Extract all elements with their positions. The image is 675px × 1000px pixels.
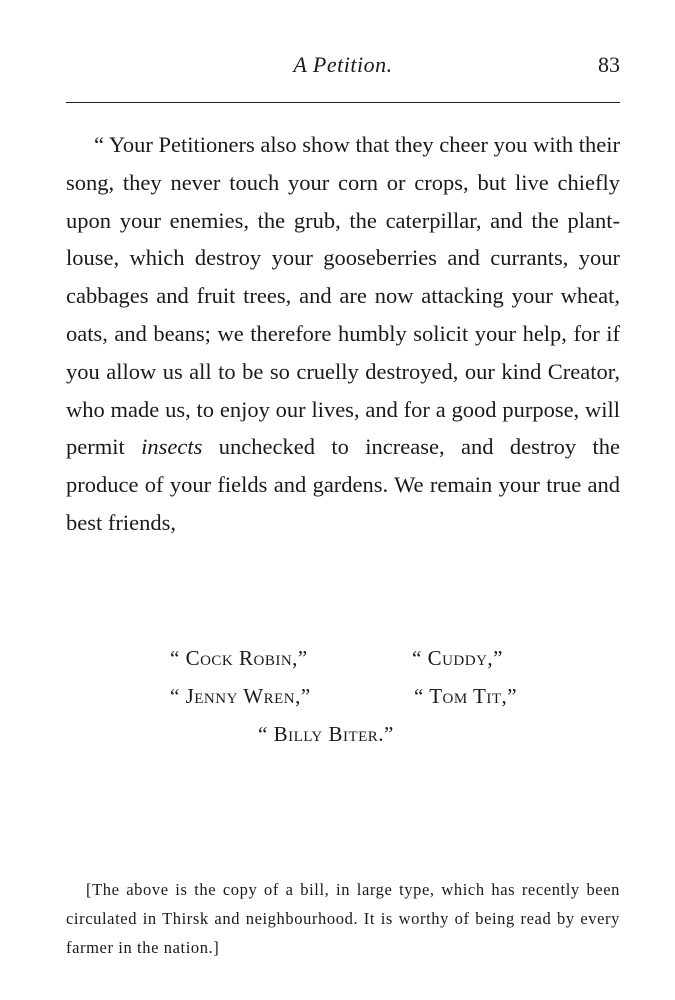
footnote: [The above is the copy of a bill, in large type, which has recently been circulated in Thirsk and neighbourhood. It is worthy of being read by every farmer in the nation.] <box>66 880 620 957</box>
signature: “ Tom Tit,” <box>414 684 518 708</box>
petition-paragraph <box>66 126 620 542</box>
header-rule <box>66 102 620 103</box>
emphasized-word: insects <box>141 434 203 460</box>
signature: “ Jenny Wren,” <box>170 684 311 708</box>
page-number: 83 <box>598 52 620 77</box>
paragraph-text: “ Your Petitioners also show that they cheer you with their song, they never touch your corn or crops, but live chiefly upon your enemies, the grub, the caterpillar, and the plant-louse, which destroy your gooseberries and currants, your cabbages and fruit trees, and are now attacking your wheat, oats, and beans; we therefore humbly solicit your help, for if you allow us all to be so cruelly destroyed, our kind Creator, who made us, to enjoy our lives, and for a good purpose, will permit <box>66 132 620 460</box>
signature-block <box>66 640 620 760</box>
running-title: A Petition. <box>293 52 393 77</box>
signature: “ Billy Biter.” <box>258 722 394 746</box>
paragraph-text-end: unchecked to increase, and destroy the produce of your fields and gardens. We remain your true and best friends, <box>66 434 621 535</box>
signature: “ Cuddy,” <box>412 646 503 670</box>
signature: “ Cock Robin,” <box>170 646 308 670</box>
page-header <box>66 52 620 82</box>
